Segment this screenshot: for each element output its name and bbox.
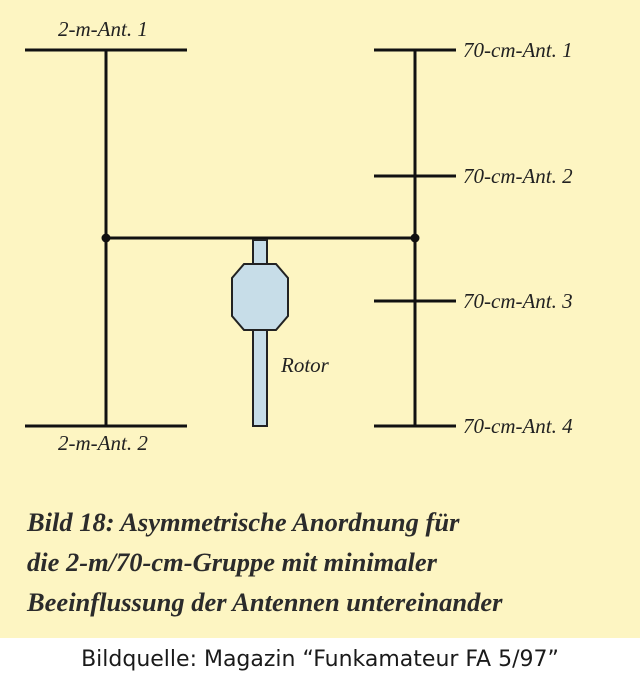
label-2m-ant-1: 2-m-Ant. 1 <box>58 17 148 41</box>
rotor-mast-pipe <box>253 330 267 426</box>
label-70cm-ant-2: 70-cm-Ant. 2 <box>463 164 573 188</box>
rotor-housing <box>232 264 288 330</box>
junction-right <box>411 234 420 243</box>
image-source-credit: Bildquelle: Magazin “Funkamateur FA 5/97” <box>81 647 559 672</box>
label-70cm-ant-4: 70-cm-Ant. 4 <box>463 414 573 438</box>
label-2m-ant-2: 2-m-Ant. 2 <box>58 431 148 455</box>
caption-line-1: Bild 18: Asymmetrische Anordnung für <box>27 507 460 537</box>
junction-left <box>102 234 111 243</box>
label-rotor: Rotor <box>281 353 329 377</box>
caption-line-3: Beeinflussung der Antennen untereinander <box>27 587 503 617</box>
rotor-upper-shaft <box>253 240 267 264</box>
figure-caption <box>27 502 627 622</box>
label-70cm-ant-3: 70-cm-Ant. 3 <box>463 289 573 313</box>
caption-line-2: die 2-m/70-cm-Gruppe mit minimaler <box>27 547 437 577</box>
label-70cm-ant-1: 70-cm-Ant. 1 <box>463 38 573 62</box>
